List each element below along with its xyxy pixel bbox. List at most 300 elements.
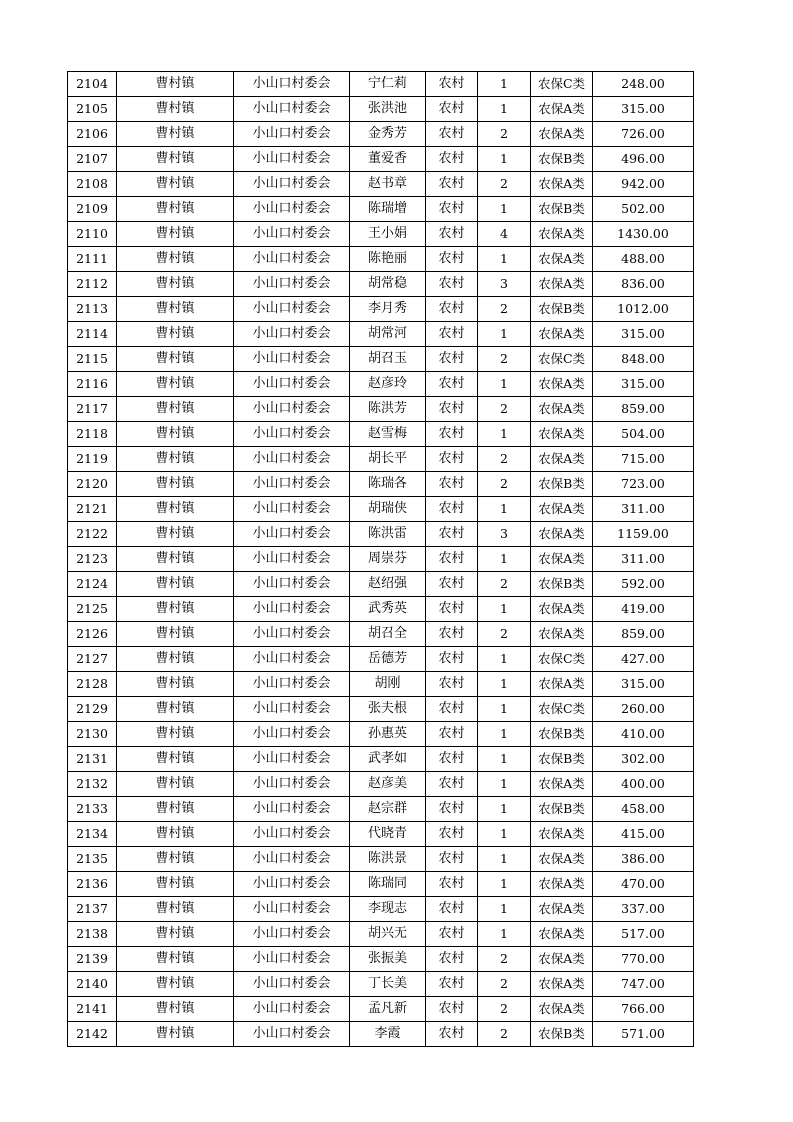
household-count-cell: 1 <box>478 147 531 172</box>
household-type-cell: 农村 <box>426 772 478 797</box>
town-name-cell: 曹村镇 <box>117 572 234 597</box>
person-name-cell: 王小娟 <box>350 222 426 247</box>
insurance-category-cell: 农保C类 <box>531 72 593 97</box>
table-row <box>68 622 694 647</box>
household-type-cell: 农村 <box>426 1022 478 1047</box>
row-number-cell: 2132 <box>68 772 117 797</box>
village-committee-cell: 小山口村委会 <box>234 647 350 672</box>
household-type-cell: 农村 <box>426 322 478 347</box>
person-name-cell: 金秀芳 <box>350 122 426 147</box>
table-row <box>68 922 694 947</box>
insurance-category-cell: 农保A类 <box>531 372 593 397</box>
household-count-cell: 2 <box>478 447 531 472</box>
insurance-category-cell: 农保C类 <box>531 347 593 372</box>
household-type-cell: 农村 <box>426 622 478 647</box>
insurance-category-cell: 农保A类 <box>531 997 593 1022</box>
row-number-cell: 2137 <box>68 897 117 922</box>
insurance-category-cell: 农保A类 <box>531 947 593 972</box>
row-number-cell: 2112 <box>68 272 117 297</box>
village-committee-cell: 小山口村委会 <box>234 422 350 447</box>
household-type-cell: 农村 <box>426 422 478 447</box>
amount-cell: 415.00 <box>593 822 694 847</box>
row-number-cell: 2119 <box>68 447 117 472</box>
town-name-cell: 曹村镇 <box>117 397 234 422</box>
insurance-category-cell: 农保B类 <box>531 747 593 772</box>
household-count-cell: 1 <box>478 797 531 822</box>
village-committee-cell: 小山口村委会 <box>234 747 350 772</box>
table-row <box>68 97 694 122</box>
insurance-category-cell: 农保B类 <box>531 297 593 322</box>
insurance-category-cell: 农保B类 <box>531 722 593 747</box>
person-name-cell: 陈洪景 <box>350 847 426 872</box>
person-name-cell: 周崇芬 <box>350 547 426 572</box>
village-committee-cell: 小山口村委会 <box>234 472 350 497</box>
row-number-cell: 2110 <box>68 222 117 247</box>
insurance-category-cell: 农保C类 <box>531 697 593 722</box>
town-name-cell: 曹村镇 <box>117 622 234 647</box>
insurance-category-cell: 农保B类 <box>531 572 593 597</box>
table-row <box>68 172 694 197</box>
amount-cell: 337.00 <box>593 897 694 922</box>
town-name-cell: 曹村镇 <box>117 722 234 747</box>
table-row <box>68 497 694 522</box>
person-name-cell: 胡刚 <box>350 672 426 697</box>
amount-cell: 260.00 <box>593 697 694 722</box>
amount-cell: 766.00 <box>593 997 694 1022</box>
table-row <box>68 347 694 372</box>
insurance-category-cell: 农保A类 <box>531 447 593 472</box>
table-row <box>68 147 694 172</box>
amount-cell: 859.00 <box>593 397 694 422</box>
insurance-category-cell: 农保B类 <box>531 1022 593 1047</box>
household-count-cell: 1 <box>478 872 531 897</box>
amount-cell: 458.00 <box>593 797 694 822</box>
row-number-cell: 2121 <box>68 497 117 522</box>
insurance-category-cell: 农保A类 <box>531 772 593 797</box>
village-committee-cell: 小山口村委会 <box>234 1022 350 1047</box>
town-name-cell: 曹村镇 <box>117 897 234 922</box>
person-name-cell: 赵彦美 <box>350 772 426 797</box>
person-name-cell: 武孝如 <box>350 747 426 772</box>
amount-cell: 848.00 <box>593 347 694 372</box>
household-count-cell: 1 <box>478 322 531 347</box>
table-row <box>68 722 694 747</box>
household-type-cell: 农村 <box>426 122 478 147</box>
town-name-cell: 曹村镇 <box>117 172 234 197</box>
row-number-cell: 2135 <box>68 847 117 872</box>
row-number-cell: 2108 <box>68 172 117 197</box>
town-name-cell: 曹村镇 <box>117 447 234 472</box>
amount-cell: 726.00 <box>593 122 694 147</box>
town-name-cell: 曹村镇 <box>117 372 234 397</box>
town-name-cell: 曹村镇 <box>117 322 234 347</box>
person-name-cell: 陈瑞各 <box>350 472 426 497</box>
town-name-cell: 曹村镇 <box>117 822 234 847</box>
amount-cell: 470.00 <box>593 872 694 897</box>
amount-cell: 302.00 <box>593 747 694 772</box>
household-type-cell: 农村 <box>426 547 478 572</box>
household-count-cell: 2 <box>478 947 531 972</box>
person-name-cell: 丁长美 <box>350 972 426 997</box>
insurance-category-cell: 农保B类 <box>531 197 593 222</box>
row-number-cell: 2116 <box>68 372 117 397</box>
amount-cell: 1012.00 <box>593 297 694 322</box>
household-count-cell: 1 <box>478 647 531 672</box>
household-type-cell: 农村 <box>426 397 478 422</box>
household-count-cell: 1 <box>478 597 531 622</box>
household-type-cell: 农村 <box>426 922 478 947</box>
insurance-category-cell: 农保A类 <box>531 222 593 247</box>
insurance-category-cell: 农保A类 <box>531 497 593 522</box>
amount-cell: 315.00 <box>593 672 694 697</box>
row-number-cell: 2140 <box>68 972 117 997</box>
person-name-cell: 胡召全 <box>350 622 426 647</box>
village-committee-cell: 小山口村委会 <box>234 622 350 647</box>
village-committee-cell: 小山口村委会 <box>234 497 350 522</box>
household-count-cell: 1 <box>478 922 531 947</box>
household-count-cell: 1 <box>478 772 531 797</box>
town-name-cell: 曹村镇 <box>117 697 234 722</box>
insurance-category-cell: 农保A类 <box>531 122 593 147</box>
table-row <box>68 72 694 97</box>
village-committee-cell: 小山口村委会 <box>234 72 350 97</box>
household-type-cell: 农村 <box>426 222 478 247</box>
table-row <box>68 247 694 272</box>
row-number-cell: 2114 <box>68 322 117 347</box>
insurance-category-cell: 农保A类 <box>531 822 593 847</box>
household-type-cell: 农村 <box>426 522 478 547</box>
insurance-category-cell: 农保C类 <box>531 647 593 672</box>
amount-cell: 723.00 <box>593 472 694 497</box>
row-number-cell: 2111 <box>68 247 117 272</box>
town-name-cell: 曹村镇 <box>117 247 234 272</box>
person-name-cell: 李月秀 <box>350 297 426 322</box>
row-number-cell: 2133 <box>68 797 117 822</box>
household-type-cell: 农村 <box>426 847 478 872</box>
household-type-cell: 农村 <box>426 247 478 272</box>
household-type-cell: 农村 <box>426 647 478 672</box>
amount-cell: 315.00 <box>593 97 694 122</box>
row-number-cell: 2104 <box>68 72 117 97</box>
amount-cell: 747.00 <box>593 972 694 997</box>
person-name-cell: 张洪池 <box>350 97 426 122</box>
household-count-cell: 1 <box>478 97 531 122</box>
insurance-category-cell: 农保A类 <box>531 272 593 297</box>
town-name-cell: 曹村镇 <box>117 772 234 797</box>
row-number-cell: 2136 <box>68 872 117 897</box>
insurance-category-cell: 农保A类 <box>531 547 593 572</box>
town-name-cell: 曹村镇 <box>117 522 234 547</box>
household-count-cell: 1 <box>478 897 531 922</box>
row-number-cell: 2142 <box>68 1022 117 1047</box>
person-name-cell: 胡召玉 <box>350 347 426 372</box>
town-name-cell: 曹村镇 <box>117 122 234 147</box>
town-name-cell: 曹村镇 <box>117 872 234 897</box>
household-count-cell: 1 <box>478 672 531 697</box>
table-row <box>68 297 694 322</box>
town-name-cell: 曹村镇 <box>117 422 234 447</box>
row-number-cell: 2129 <box>68 697 117 722</box>
person-name-cell: 赵书章 <box>350 172 426 197</box>
village-committee-cell: 小山口村委会 <box>234 722 350 747</box>
row-number-cell: 2138 <box>68 922 117 947</box>
table-row <box>68 272 694 297</box>
row-number-cell: 2122 <box>68 522 117 547</box>
insurance-category-cell: 农保A类 <box>531 97 593 122</box>
household-type-cell: 农村 <box>426 672 478 697</box>
person-name-cell: 胡常河 <box>350 322 426 347</box>
amount-cell: 836.00 <box>593 272 694 297</box>
household-count-cell: 1 <box>478 547 531 572</box>
town-name-cell: 曹村镇 <box>117 797 234 822</box>
household-count-cell: 3 <box>478 522 531 547</box>
row-number-cell: 2105 <box>68 97 117 122</box>
town-name-cell: 曹村镇 <box>117 972 234 997</box>
village-committee-cell: 小山口村委会 <box>234 897 350 922</box>
household-count-cell: 1 <box>478 247 531 272</box>
row-number-cell: 2131 <box>68 747 117 772</box>
household-type-cell: 农村 <box>426 897 478 922</box>
row-number-cell: 2106 <box>68 122 117 147</box>
row-number-cell: 2127 <box>68 647 117 672</box>
household-type-cell: 农村 <box>426 972 478 997</box>
row-number-cell: 2130 <box>68 722 117 747</box>
table-row <box>68 197 694 222</box>
household-type-cell: 农村 <box>426 172 478 197</box>
amount-cell: 410.00 <box>593 722 694 747</box>
household-type-cell: 农村 <box>426 372 478 397</box>
village-committee-cell: 小山口村委会 <box>234 547 350 572</box>
household-count-cell: 1 <box>478 697 531 722</box>
town-name-cell: 曹村镇 <box>117 297 234 322</box>
table-row <box>68 122 694 147</box>
insurance-category-cell: 农保A类 <box>531 622 593 647</box>
amount-cell: 315.00 <box>593 322 694 347</box>
table-row <box>68 522 694 547</box>
table-row <box>68 572 694 597</box>
town-name-cell: 曹村镇 <box>117 747 234 772</box>
village-committee-cell: 小山口村委会 <box>234 247 350 272</box>
town-name-cell: 曹村镇 <box>117 997 234 1022</box>
household-count-cell: 1 <box>478 822 531 847</box>
amount-cell: 859.00 <box>593 622 694 647</box>
household-count-cell: 2 <box>478 397 531 422</box>
village-committee-cell: 小山口村委会 <box>234 672 350 697</box>
person-name-cell: 陈瑞增 <box>350 197 426 222</box>
row-number-cell: 2113 <box>68 297 117 322</box>
village-committee-cell: 小山口村委会 <box>234 847 350 872</box>
household-count-cell: 1 <box>478 847 531 872</box>
person-name-cell: 胡长平 <box>350 447 426 472</box>
table-row <box>68 822 694 847</box>
town-name-cell: 曹村镇 <box>117 472 234 497</box>
household-type-cell: 农村 <box>426 347 478 372</box>
row-number-cell: 2141 <box>68 997 117 1022</box>
town-name-cell: 曹村镇 <box>117 347 234 372</box>
amount-cell: 571.00 <box>593 1022 694 1047</box>
insurance-category-cell: 农保A类 <box>531 672 593 697</box>
household-count-cell: 2 <box>478 997 531 1022</box>
household-count-cell: 2 <box>478 972 531 997</box>
amount-cell: 386.00 <box>593 847 694 872</box>
village-committee-cell: 小山口村委会 <box>234 372 350 397</box>
person-name-cell: 孙惠英 <box>350 722 426 747</box>
table-row <box>68 547 694 572</box>
amount-cell: 248.00 <box>593 72 694 97</box>
household-count-cell: 2 <box>478 1022 531 1047</box>
table-row <box>68 1022 694 1047</box>
amount-cell: 1430.00 <box>593 222 694 247</box>
household-count-cell: 2 <box>478 472 531 497</box>
person-name-cell: 陈洪雷 <box>350 522 426 547</box>
table-row <box>68 847 694 872</box>
row-number-cell: 2118 <box>68 422 117 447</box>
row-number-cell: 2123 <box>68 547 117 572</box>
amount-cell: 504.00 <box>593 422 694 447</box>
amount-cell: 942.00 <box>593 172 694 197</box>
village-committee-cell: 小山口村委会 <box>234 272 350 297</box>
table-row <box>68 597 694 622</box>
household-count-cell: 1 <box>478 747 531 772</box>
town-name-cell: 曹村镇 <box>117 497 234 522</box>
person-name-cell: 赵彦玲 <box>350 372 426 397</box>
person-name-cell: 胡瑞侠 <box>350 497 426 522</box>
amount-cell: 496.00 <box>593 147 694 172</box>
household-type-cell: 农村 <box>426 472 478 497</box>
amount-cell: 1159.00 <box>593 522 694 547</box>
town-name-cell: 曹村镇 <box>117 197 234 222</box>
town-name-cell: 曹村镇 <box>117 647 234 672</box>
household-count-cell: 2 <box>478 347 531 372</box>
person-name-cell: 胡兴无 <box>350 922 426 947</box>
household-count-cell: 1 <box>478 422 531 447</box>
household-count-cell: 2 <box>478 172 531 197</box>
household-type-cell: 农村 <box>426 597 478 622</box>
village-committee-cell: 小山口村委会 <box>234 147 350 172</box>
table-row <box>68 797 694 822</box>
person-name-cell: 张夫根 <box>350 697 426 722</box>
person-name-cell: 赵雪梅 <box>350 422 426 447</box>
person-name-cell: 李霞 <box>350 1022 426 1047</box>
person-name-cell: 董爱香 <box>350 147 426 172</box>
town-name-cell: 曹村镇 <box>117 222 234 247</box>
table-row <box>68 472 694 497</box>
amount-cell: 517.00 <box>593 922 694 947</box>
village-committee-cell: 小山口村委会 <box>234 572 350 597</box>
person-name-cell: 李现志 <box>350 897 426 922</box>
table-row <box>68 772 694 797</box>
insurance-category-cell: 农保A类 <box>531 522 593 547</box>
household-count-cell: 1 <box>478 722 531 747</box>
amount-cell: 311.00 <box>593 497 694 522</box>
household-type-cell: 农村 <box>426 947 478 972</box>
household-type-cell: 农村 <box>426 497 478 522</box>
town-name-cell: 曹村镇 <box>117 597 234 622</box>
town-name-cell: 曹村镇 <box>117 672 234 697</box>
person-name-cell: 岳德芳 <box>350 647 426 672</box>
amount-cell: 400.00 <box>593 772 694 797</box>
table-row <box>68 447 694 472</box>
village-committee-cell: 小山口村委会 <box>234 972 350 997</box>
person-name-cell: 胡常稳 <box>350 272 426 297</box>
town-name-cell: 曹村镇 <box>117 947 234 972</box>
household-type-cell: 农村 <box>426 722 478 747</box>
village-committee-cell: 小山口村委会 <box>234 797 350 822</box>
table-row <box>68 222 694 247</box>
amount-cell: 311.00 <box>593 547 694 572</box>
table-row <box>68 372 694 397</box>
town-name-cell: 曹村镇 <box>117 147 234 172</box>
town-name-cell: 曹村镇 <box>117 547 234 572</box>
village-committee-cell: 小山口村委会 <box>234 997 350 1022</box>
town-name-cell: 曹村镇 <box>117 72 234 97</box>
person-name-cell: 孟凡新 <box>350 997 426 1022</box>
amount-cell: 315.00 <box>593 372 694 397</box>
insurance-category-cell: 农保A类 <box>531 872 593 897</box>
household-type-cell: 农村 <box>426 197 478 222</box>
amount-cell: 427.00 <box>593 647 694 672</box>
village-committee-cell: 小山口村委会 <box>234 822 350 847</box>
person-name-cell: 陈瑞同 <box>350 872 426 897</box>
person-name-cell: 赵绍强 <box>350 572 426 597</box>
insurance-category-cell: 农保A类 <box>531 322 593 347</box>
village-committee-cell: 小山口村委会 <box>234 922 350 947</box>
village-committee-cell: 小山口村委会 <box>234 697 350 722</box>
table-row <box>68 397 694 422</box>
village-committee-cell: 小山口村委会 <box>234 197 350 222</box>
row-number-cell: 2117 <box>68 397 117 422</box>
village-committee-cell: 小山口村委会 <box>234 297 350 322</box>
household-type-cell: 农村 <box>426 147 478 172</box>
insurance-category-cell: 农保B类 <box>531 797 593 822</box>
insurance-category-cell: 农保A类 <box>531 897 593 922</box>
insurance-category-cell: 农保A类 <box>531 597 593 622</box>
household-type-cell: 农村 <box>426 297 478 322</box>
household-type-cell: 农村 <box>426 822 478 847</box>
insurance-category-cell: 农保A类 <box>531 397 593 422</box>
insurance-category-cell: 农保A类 <box>531 972 593 997</box>
row-number-cell: 2124 <box>68 572 117 597</box>
town-name-cell: 曹村镇 <box>117 922 234 947</box>
row-number-cell: 2115 <box>68 347 117 372</box>
row-number-cell: 2107 <box>68 147 117 172</box>
household-type-cell: 农村 <box>426 997 478 1022</box>
table-row <box>68 697 694 722</box>
row-number-cell: 2134 <box>68 822 117 847</box>
amount-cell: 419.00 <box>593 597 694 622</box>
household-count-cell: 2 <box>478 297 531 322</box>
person-name-cell: 张振美 <box>350 947 426 972</box>
person-name-cell: 赵宗群 <box>350 797 426 822</box>
amount-cell: 592.00 <box>593 572 694 597</box>
row-number-cell: 2120 <box>68 472 117 497</box>
table-row <box>68 647 694 672</box>
person-name-cell: 陈洪芳 <box>350 397 426 422</box>
village-committee-cell: 小山口村委会 <box>234 347 350 372</box>
insurance-category-cell: 农保A类 <box>531 247 593 272</box>
household-type-cell: 农村 <box>426 72 478 97</box>
household-type-cell: 农村 <box>426 572 478 597</box>
household-count-cell: 4 <box>478 222 531 247</box>
table-row <box>68 422 694 447</box>
table-body <box>68 72 694 1047</box>
person-name-cell: 陈艳丽 <box>350 247 426 272</box>
household-type-cell: 农村 <box>426 97 478 122</box>
table-row <box>68 897 694 922</box>
village-committee-cell: 小山口村委会 <box>234 522 350 547</box>
household-count-cell: 3 <box>478 272 531 297</box>
village-committee-cell: 小山口村委会 <box>234 772 350 797</box>
